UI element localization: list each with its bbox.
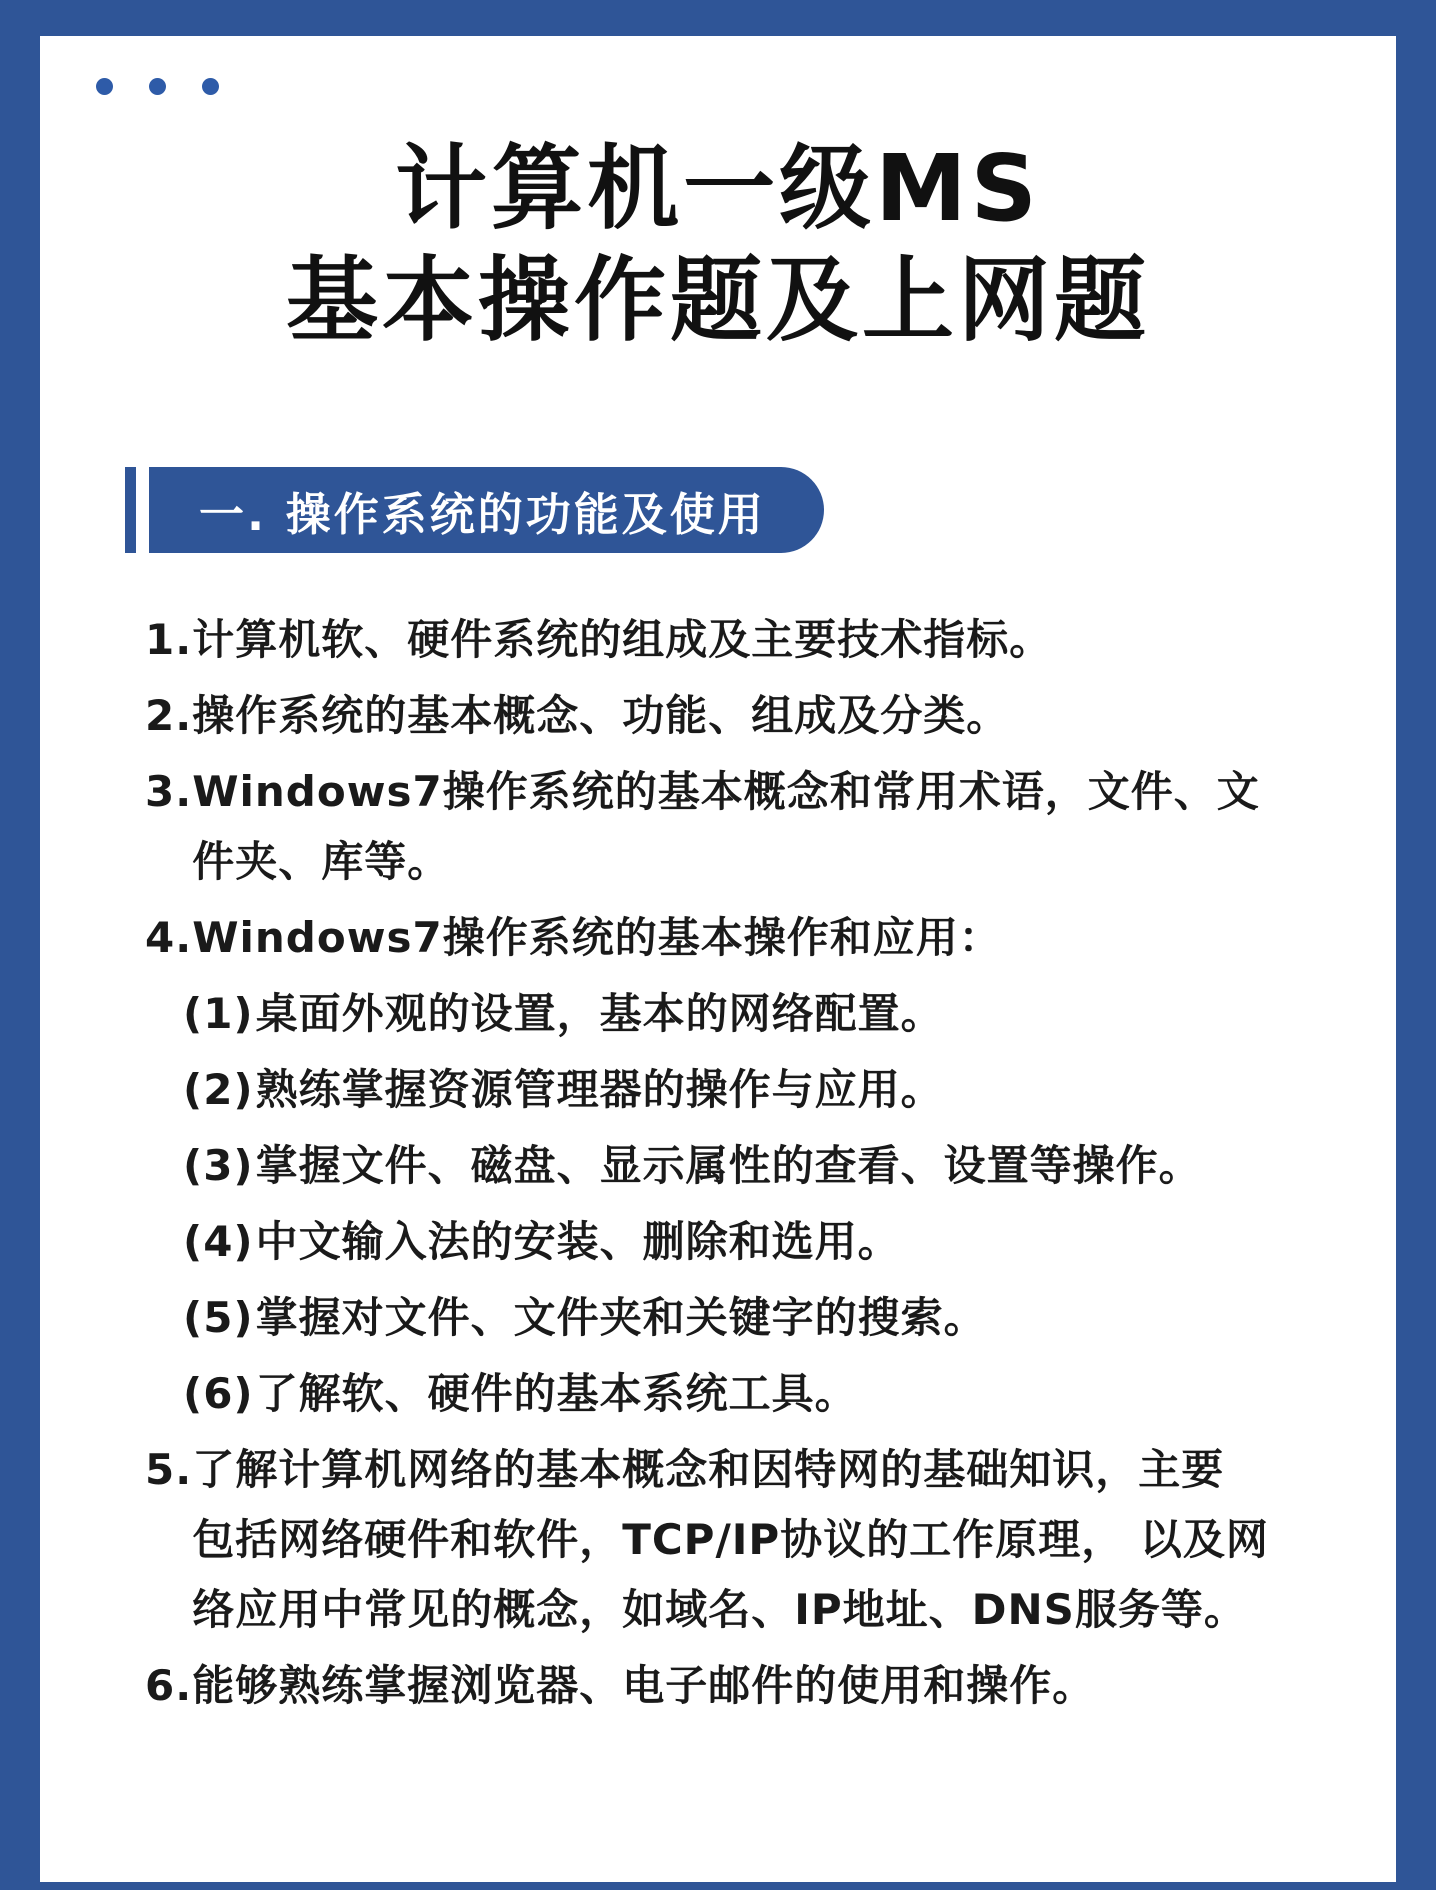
decorative-dots bbox=[96, 78, 1396, 95]
list-item-lines bbox=[256, 1283, 1346, 1353]
list-item-lines bbox=[192, 681, 1346, 751]
dot-icon bbox=[202, 78, 219, 95]
list-item-lines bbox=[192, 903, 1346, 973]
list-item-lines bbox=[256, 1055, 1346, 1125]
list-item-line: Windows7操作系统的基本操作和应用： bbox=[192, 913, 1002, 963]
list-item-marker: (2) bbox=[183, 1065, 254, 1115]
list-item-lines bbox=[256, 1207, 1346, 1277]
list-item bbox=[145, 903, 1346, 973]
list-item-line: 件夹、库等。 bbox=[192, 837, 451, 887]
list-item-marker: (1) bbox=[183, 989, 254, 1039]
list-item-line: 操作系统的基本概念、功能、组成及分类。 bbox=[192, 691, 1010, 741]
list-item-marker: 2. bbox=[145, 691, 193, 741]
list-item-marker: (5) bbox=[183, 1293, 254, 1343]
list-item bbox=[145, 1651, 1346, 1721]
list-subitem bbox=[183, 1359, 1346, 1429]
content-card bbox=[40, 36, 1396, 1882]
outline-list bbox=[145, 605, 1346, 1721]
list-item bbox=[145, 681, 1346, 751]
dot-icon bbox=[96, 78, 113, 95]
list-item-lines bbox=[192, 757, 1346, 897]
list-item-marker: (4) bbox=[183, 1217, 254, 1267]
list-item bbox=[145, 1435, 1346, 1645]
list-item-lines bbox=[192, 605, 1346, 675]
list-item-marker: (6) bbox=[183, 1369, 254, 1419]
dot-icon bbox=[149, 78, 166, 95]
page-title-line-2: 基本操作题及上网题 bbox=[285, 247, 1150, 355]
page-title bbox=[40, 133, 1396, 357]
list-item-marker: (3) bbox=[183, 1141, 254, 1191]
list-subitem bbox=[183, 1055, 1346, 1125]
list-item-line: 计算机软、硬件系统的组成及主要技术指标。 bbox=[192, 615, 1053, 665]
list-item-lines bbox=[256, 1359, 1346, 1429]
list-subitem bbox=[183, 1131, 1346, 1201]
list-subitem bbox=[183, 979, 1346, 1049]
list-item-line: 桌面外观的设置，基本的网络配置。 bbox=[255, 989, 944, 1039]
list-item-line: 掌握文件、磁盘、显示属性的查看、设置等操作。 bbox=[255, 1141, 1202, 1191]
list-item-lines bbox=[192, 1651, 1346, 1721]
list-item-line: 能够熟练掌握浏览器、电子邮件的使用和操作。 bbox=[192, 1661, 1096, 1711]
list-subitem bbox=[183, 1207, 1346, 1277]
list-item-marker: 1. bbox=[145, 615, 193, 665]
page-title-line-1: 计算机一级MS bbox=[395, 135, 1041, 242]
list-item-marker: 4. bbox=[145, 913, 193, 963]
list-subitem bbox=[183, 1283, 1346, 1353]
list-item-line: 络应用中常见的概念，如域名、IP地址、DNS服务等。 bbox=[192, 1585, 1247, 1635]
list-item-line: 掌握对文件、文件夹和关键字的搜索。 bbox=[255, 1293, 987, 1343]
list-item-line: 了解计算机网络的基本概念和因特网的基础知识，主要 bbox=[192, 1445, 1225, 1495]
list-item-marker: 6. bbox=[145, 1661, 193, 1711]
list-item-lines bbox=[192, 1435, 1346, 1645]
section-header bbox=[125, 467, 1396, 553]
list-item-line: 了解软、硬件的基本系统工具。 bbox=[255, 1369, 858, 1419]
list-item-lines bbox=[256, 1131, 1346, 1201]
list-item-line: Windows7操作系统的基本概念和常用术语，文件、文 bbox=[192, 767, 1260, 817]
list-item bbox=[145, 605, 1346, 675]
list-item-line: 中文输入法的安装、删除和选用。 bbox=[255, 1217, 901, 1267]
list-item-marker: 5. bbox=[145, 1445, 193, 1495]
accent-bar bbox=[125, 467, 136, 553]
list-item-line: 熟练掌握资源管理器的操作与应用。 bbox=[255, 1065, 944, 1115]
list-item-lines bbox=[256, 979, 1346, 1049]
section-heading: 一. 操作系统的功能及使用 bbox=[149, 467, 824, 553]
list-item-marker: 3. bbox=[145, 767, 193, 817]
list-item-line: 包括网络硬件和软件，TCP/IP协议的工作原理， 以及网 bbox=[192, 1515, 1269, 1565]
list-item bbox=[145, 757, 1346, 897]
